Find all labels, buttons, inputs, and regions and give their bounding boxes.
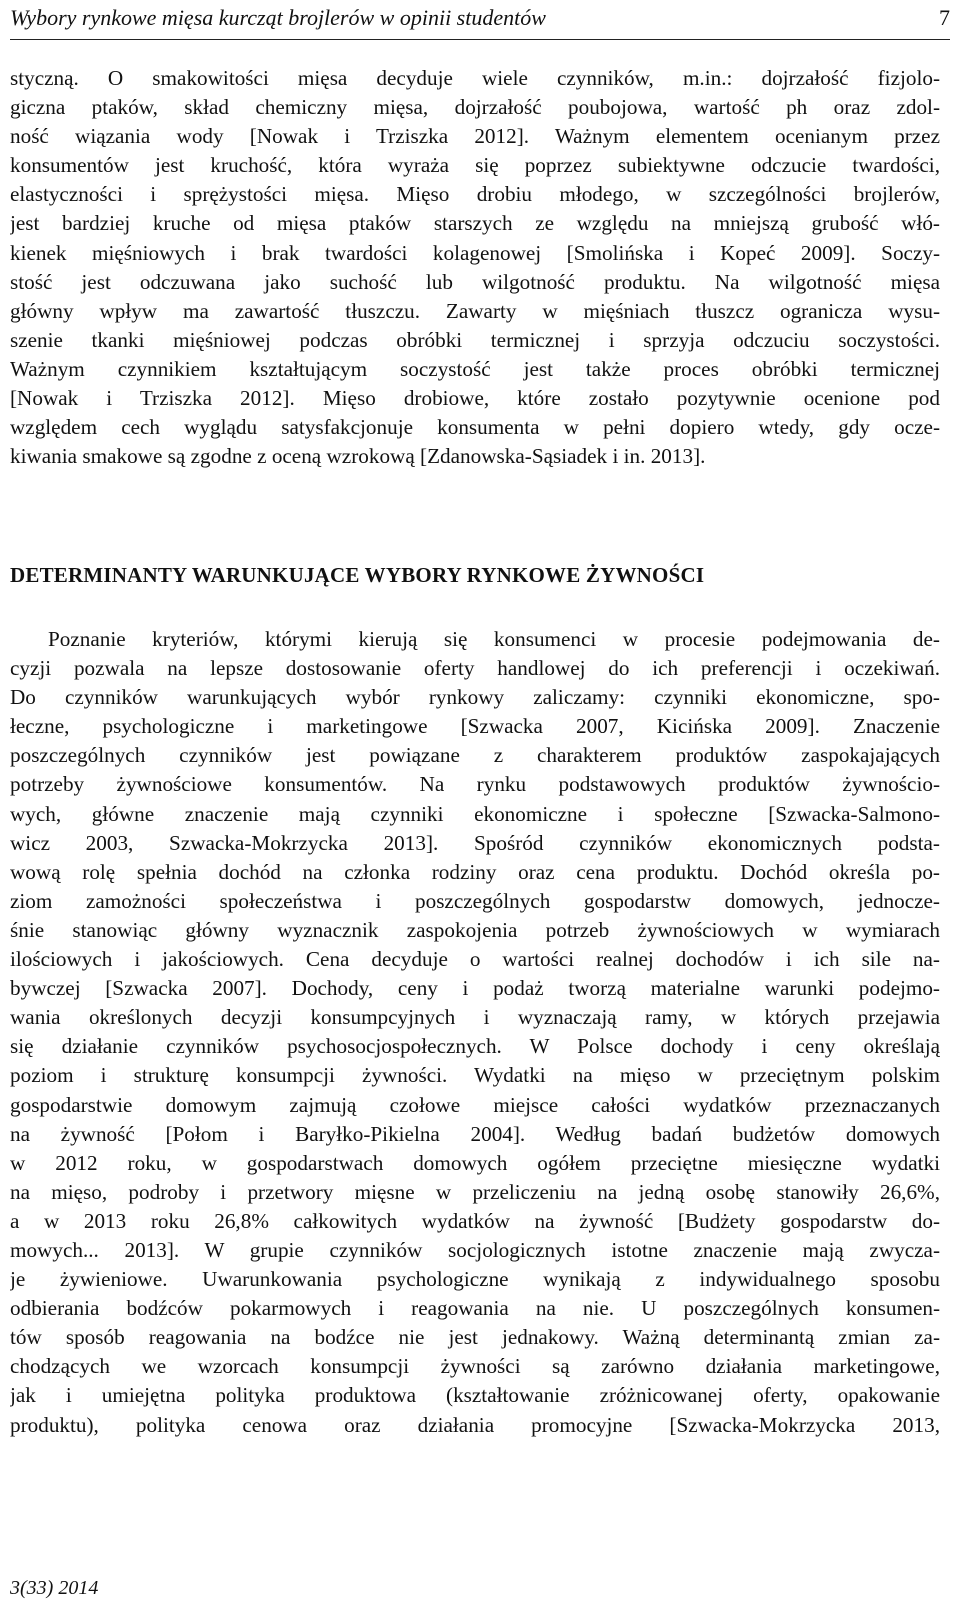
text-line: potrzeby żywnościowe konsumentów. Na rynku podstawowych produktów żywnościo-	[10, 772, 940, 797]
page-number: 7	[939, 5, 950, 30]
text-line: odbierania bodźców pokarmowych i reagowania na nie. U poszczególnych konsumen-	[10, 1296, 940, 1321]
issue-number: 3(33) 2014	[10, 1577, 99, 1599]
text-line: mowych... 2013]. W grupie czynników socjologicznych istotne znaczenie mają zwycza-	[10, 1237, 940, 1262]
text-line: kiwania smakowe są zgodne z oceną wzrokową [Zdanowska-Sąsiadek i in. 2013].	[10, 444, 706, 469]
paragraph-continued	[10, 64, 940, 471]
text-line: wania określonych decyzji konsumpcyjnych i wyznaczają ramy, w których przejawia	[10, 1005, 940, 1030]
text-line: wową rolę spełnia dochód na członka rodziny oraz cena produktu. Dochód określa po-	[10, 859, 940, 884]
text-line: cyzji pozwala na lepsze dostosowanie oferty handlowej do ich preferencji i oczekiwań.	[10, 656, 940, 681]
text-line: Poznanie kryteriów, którymi kierują się konsumenci w procesie podejmowania de-	[48, 627, 940, 651]
paragraph-determinants	[10, 625, 940, 1440]
text-line: chodzących we wzorcach konsumpcji żywności są zarówno działania marketingowe,	[10, 1354, 940, 1379]
text-line: produktu), polityka cenowa oraz działania promocyjne [Szwacka-Mokrzycka 2013,	[10, 1412, 940, 1437]
text-line: gospodarstwie domowym zajmują czołowe miejsce całości wydatków przeznaczanych	[10, 1092, 940, 1117]
text-line: styczną. O smakowitości mięsa decyduje wiele czynników, m.in.: dojrzałość fizjolo-	[10, 66, 940, 90]
text-line: główny wpływ ma zawartość tłuszczu. Zawarty w mięśniach tłuszcz ogranicza wysu-	[10, 298, 940, 323]
text-line: giczna ptaków, skład chemiczny mięsa, dojrzałość poubojowa, wartość ph oraz zdol-	[10, 95, 940, 120]
text-line: tów sposób reagowania na bodźce nie jest jednakowy. Ważną determinantą zmian za-	[10, 1325, 940, 1350]
text-line: na mięso, podroby i przetwory mięsne w przeliczeniu na jedną osobę stanowiły 26,6%,	[10, 1179, 940, 1204]
text-line: Ważnym czynnikiem kształtującym soczystość jest także proces obróbki termicznej	[10, 356, 940, 381]
text-line: bywczej [Szwacka 2007]. Dochody, ceny i podaż tworzą materialne warunki podejmo-	[10, 976, 940, 1001]
text-line: elastyczności i sprężystości mięsa. Mięso drobiu młodego, w szczególności brojlerów,	[10, 182, 940, 207]
text-line: konsumentów jest kruchość, która wyraża się poprzez subiektywne odczucie twardości,	[10, 153, 940, 178]
text-line: względem cech wyglądu satysfakcjonuje konsumenta w pełni dopiero wtedy, gdy ocze-	[10, 415, 940, 440]
text-line: ilościowych i jakościowych. Cena decyduje o wartości realnej dochodów i ich sile na-	[10, 947, 940, 972]
text-line: stość jest odczuwana jako suchość lub wilgotność produktu. Na wilgotność mięsa	[10, 269, 940, 294]
text-line: [Nowak i Trziszka 2012]. Mięso drobiowe, które zostało pozytywnie ocenione pod	[10, 386, 940, 411]
text-line: Do czynników warunkujących wybór rynkowy zaliczamy: czynniki ekonomiczne, spo-	[10, 685, 940, 710]
text-line: szenie tkanki mięśniowej podczas obróbki termicznej i sprzyja odczuciu soczystości.	[10, 327, 940, 352]
text-line: a w 2013 roku 26,8% całkowitych wydatków na żywność [Budżety gospodarstw do-	[10, 1208, 940, 1233]
text-line: się działanie czynników psychosocjospołecznych. W Polsce dochody i ceny określają	[10, 1034, 940, 1059]
text-line: wych, główne znaczenie mają czynniki ekonomiczne i społeczne [Szwacka-Salmono-	[10, 801, 940, 826]
text-line: w 2012 roku, w gospodarstwach domowych ogółem przeciętne miesięczne wydatki	[10, 1150, 940, 1175]
text-line: jest bardziej kruche od mięsa ptaków starszych ze względu na mniejszą grubość włó-	[10, 211, 940, 236]
text-line: wicz 2003, Szwacka-Mokrzycka 2013]. Spośród czynników ekonomicznych podsta-	[10, 830, 940, 855]
text-line: kienek mięśniowych i brak twardości kolagenowej [Smolińska i Kopeć 2009]. Soczy-	[10, 240, 940, 265]
text-line: śnie stanowiąc główny wyznacznik zaspokojenia potrzeb żywnościowych w wymiarach	[10, 917, 940, 942]
running-title: Wybory rynkowe mięsa kurcząt brojlerów w opinii studentów	[10, 5, 546, 30]
text-line: łeczne, psychologiczne i marketingowe [Szwacka 2007, Kicińska 2009]. Znaczenie	[10, 714, 940, 739]
text-line: je żywieniowe. Uwarunkowania psychologiczne wynikają z indywidualnego sposobu	[10, 1267, 940, 1292]
section-heading: DETERMINANTY WARUNKUJĄCE WYBORY RYNKOWE ŻYWNOŚCI	[10, 563, 705, 587]
text-line: ziom zamożności społeczeństwa i poszczególnych gospodarstw domowych, jednocze-	[10, 888, 940, 913]
text-line: poziom i strukturę konsumpcji żywności. Wydatki na mięso w przeciętnym polskim	[10, 1063, 940, 1088]
running-header	[10, 3, 950, 40]
text-line: ność wiązania wody [Nowak i Trziszka 2012]. Ważnym elementem ocenianym przez	[10, 124, 940, 149]
text-line: poszczególnych czynników jest powiązane z charakterem produktów zaspokajających	[10, 743, 940, 768]
text-line: jak i umiejętna polityka produktowa (kształtowanie zróżnicowanej oferty, opakowanie	[10, 1383, 940, 1408]
text-line: na żywność [Połom i Baryłko-Pikielna 2004]. Według badań budżetów domowych	[10, 1121, 940, 1146]
